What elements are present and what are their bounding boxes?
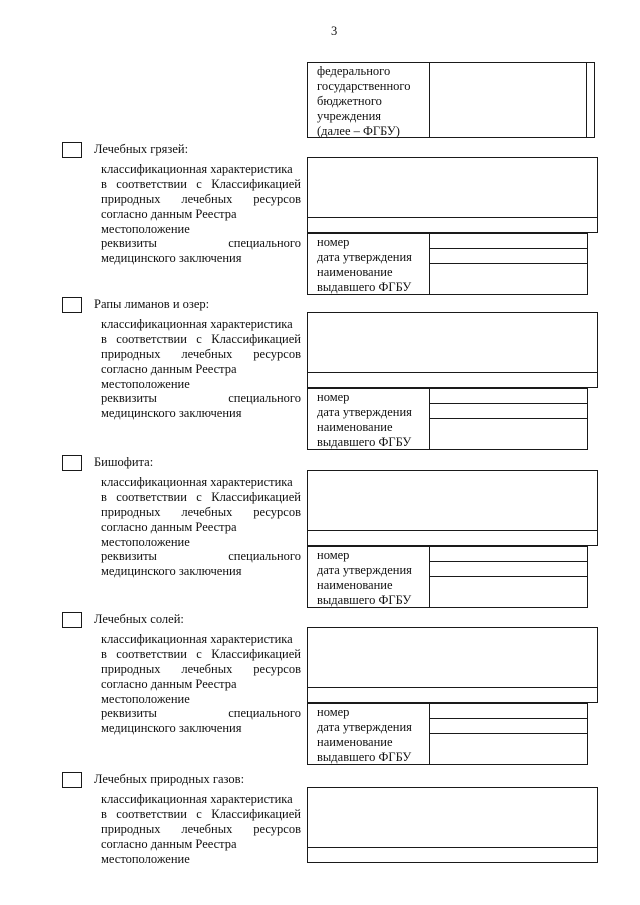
resource-section [0, 313, 640, 607]
classification-label-line4: согласно данным Реестра [101, 207, 237, 221]
resource-title: Бишофита: [94, 455, 154, 469]
resource-title: Рапы лиманов и озер: [94, 297, 210, 311]
resource-title: Лечебных солей: [94, 612, 184, 626]
requisites-word: специального [228, 236, 301, 250]
issuer-name-label: наименование [317, 578, 393, 592]
number-label: номер [317, 705, 350, 719]
number-label: номер [317, 390, 350, 404]
classification-label-line4: согласно данным Реестра [101, 520, 237, 534]
number-label: номер [317, 548, 350, 562]
resource-section [0, 470, 640, 764]
requisites-word: реквизиты [101, 706, 157, 720]
classification-label-line2 [101, 807, 301, 822]
location-label: местоположение [101, 692, 190, 706]
resource-title: Лечебных грязей: [94, 142, 189, 156]
classification-word: с [196, 332, 202, 346]
classification-word: ресурсов [253, 192, 301, 206]
top-block-line: федерального [317, 64, 391, 78]
classification-word: соответствии [116, 490, 187, 504]
classification-word: ресурсов [253, 822, 301, 836]
classification-word: с [196, 807, 202, 821]
requisites-label-line2: медицинского заключения [101, 406, 242, 420]
requisites-label-line2: медицинского заключения [101, 564, 242, 578]
classification-word: в [101, 807, 107, 821]
location-label: местоположение [101, 535, 190, 549]
resource-checkbox[interactable] [62, 772, 82, 788]
resource-section [0, 0, 640, 294]
issuer-name-label: наименование [317, 735, 393, 749]
issuer-name-label-line2: выдавшего ФГБУ [317, 435, 412, 449]
classification-word: природных [101, 347, 161, 361]
classification-word: соответствии [116, 177, 187, 191]
top-block-line: бюджетного [317, 94, 382, 108]
top-block-line: (далее – ФГБУ) [317, 124, 400, 138]
classification-label-line1: классификационная характеристика [101, 792, 293, 806]
requisites-word: реквизиты [101, 549, 157, 563]
approval-date-label: дата утверждения [317, 405, 412, 419]
classification-word: с [196, 177, 202, 191]
issuer-name-label-line2: выдавшего ФГБУ [317, 280, 412, 294]
requisites-word: специального [228, 549, 301, 563]
classification-label-line1: классификационная характеристика [101, 475, 293, 489]
resource-checkbox[interactable] [62, 455, 82, 471]
classification-word: лечебных [181, 347, 233, 361]
resource-section [0, 630, 640, 866]
requisites-word: реквизиты [101, 236, 157, 250]
classification-word: Классификацией [211, 490, 301, 504]
top-block-line: учреждения [317, 109, 382, 123]
classification-word: лечебных [181, 662, 233, 676]
classification-word: Классификацией [211, 647, 301, 661]
classification-label-line4: согласно данным Реестра [101, 362, 237, 376]
classification-label-line1: классификационная характеристика [101, 317, 293, 331]
resource-title: Лечебных природных газов: [94, 772, 245, 786]
issuer-name-label: наименование [317, 265, 393, 279]
classification-word: Классификацией [211, 332, 301, 346]
resource-checkbox[interactable] [62, 297, 82, 313]
page-number: 3 [331, 24, 338, 38]
classification-word: соответствии [116, 807, 187, 821]
classification-label-line1: классификационная характеристика [101, 162, 293, 176]
classification-word: в [101, 647, 107, 661]
requisites-word: специального [228, 706, 301, 720]
issuer-name-label-line2: выдавшего ФГБУ [317, 593, 412, 607]
requisites-label-line2: медицинского заключения [101, 721, 242, 735]
classification-word: лечебных [181, 822, 233, 836]
requisites-label-line2: медицинского заключения [101, 251, 242, 265]
approval-date-label: дата утверждения [317, 250, 412, 264]
classification-label-line3 [101, 822, 301, 837]
classification-word: с [196, 490, 202, 504]
requisites-word: реквизиты [101, 391, 157, 405]
classification-label-line4: согласно данным Реестра [101, 837, 237, 851]
classification-word: ресурсов [253, 347, 301, 361]
approval-date-label: дата утверждения [317, 720, 412, 734]
resource-section [0, 155, 640, 449]
classification-word: в [101, 490, 107, 504]
classification-word: соответствии [116, 332, 187, 346]
issuer-name-label: наименование [317, 420, 393, 434]
classification-word: соответствии [116, 647, 187, 661]
classification-label-line4: согласно данным Реестра [101, 677, 237, 691]
classification-word: природных [101, 662, 161, 676]
classification-word: с [196, 647, 202, 661]
classification-word: лечебных [181, 192, 233, 206]
location-label: местоположение [101, 377, 190, 391]
resource-checkbox[interactable] [62, 612, 82, 628]
classification-word: Классификацией [211, 177, 301, 191]
classification-word: лечебных [181, 505, 233, 519]
classification-location-field[interactable] [307, 787, 598, 863]
classification-word: в [101, 177, 107, 191]
classification-word: ресурсов [253, 505, 301, 519]
classification-label-line1: классификационная характеристика [101, 632, 293, 646]
location-label: местоположение [101, 852, 190, 866]
location-label: местоположение [101, 222, 190, 236]
classification-word: в [101, 332, 107, 346]
issuer-name-label-line2: выдавшего ФГБУ [317, 750, 412, 764]
number-label: номер [317, 235, 350, 249]
location-divider [307, 847, 598, 848]
classification-word: ресурсов [253, 662, 301, 676]
approval-date-label: дата утверждения [317, 563, 412, 577]
top-block-line: государственного [317, 79, 411, 93]
classification-word: природных [101, 822, 161, 836]
classification-word: природных [101, 192, 161, 206]
classification-word: Классификацией [211, 807, 301, 821]
requisites-word: специального [228, 391, 301, 405]
classification-word: природных [101, 505, 161, 519]
